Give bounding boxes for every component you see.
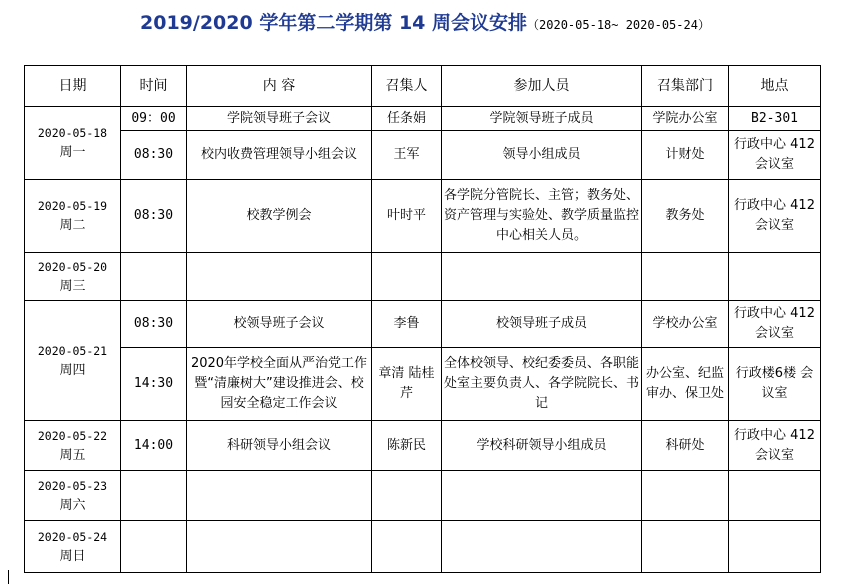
dept-cell: 办公室、纪监审办、保卫处	[642, 348, 729, 421]
location-cell: B2-301	[729, 107, 821, 131]
text-cursor	[8, 570, 9, 584]
date-cell	[25, 421, 121, 471]
table-row	[25, 348, 821, 421]
content-cell: 2020年学校全面从严治党工作暨“清廉树大”建设推进会、校园安全稳定工作会议	[187, 348, 372, 421]
content-cell: 校内收费管理领导小组会议	[187, 131, 372, 180]
date-text: 2020-05-18	[37, 126, 108, 140]
location-cell: 行政中心 412会议室	[729, 301, 821, 348]
title-main: 2019/2020 学年第二学期第 14 周会议安排	[140, 12, 528, 34]
time-cell: 08:30	[121, 180, 187, 253]
date-text: 2020-05-24	[37, 529, 108, 544]
table-row	[25, 421, 821, 471]
weekday-text: 周五	[59, 447, 86, 463]
content-cell: 校领导班子会议	[187, 301, 372, 348]
date-cell	[25, 107, 121, 180]
attendees-cell: 领导小组成员	[442, 131, 642, 180]
dept-cell: 学校办公室	[642, 301, 729, 348]
header-convener: 召集人	[372, 66, 442, 107]
convener-cell: 叶时平	[372, 180, 442, 253]
convener-cell: 李鲁	[372, 301, 442, 348]
location-cell: 行政中心 412会议室	[729, 180, 821, 253]
attendees-cell: 学院领导班子成员	[442, 107, 642, 131]
attendees-cell: 全体校领导、校纪委委员、各职能处室主要负责人、各学院院长、书记	[442, 348, 642, 421]
dept-cell: 教务处	[642, 180, 729, 253]
header-dept: 召集部门	[642, 66, 729, 107]
table-row	[25, 131, 821, 180]
date-text: 2020-05-22	[37, 428, 108, 443]
table-row	[25, 107, 821, 131]
convener-cell: 章清 陆桂芹	[372, 348, 442, 421]
attendees-cell: 学校科研领导小组成员	[442, 421, 642, 471]
date-cell	[25, 301, 121, 421]
time-cell: 08:30	[121, 301, 187, 348]
content-cell: 学院领导班子会议	[187, 107, 372, 131]
time-cell: 08:30	[121, 131, 187, 180]
time-cell: 14:30	[121, 348, 187, 421]
header-content: 内 容	[187, 66, 372, 107]
meeting-schedule-table	[24, 65, 821, 573]
convener-cell: 王军	[372, 131, 442, 180]
location-cell: 行政中心 412会议室	[729, 131, 821, 180]
date-cell	[25, 521, 121, 573]
convener-cell: 任条娟	[372, 107, 442, 131]
header-location: 地点	[729, 66, 821, 107]
location-cell: 行政楼6楼 会议室	[729, 348, 821, 421]
table-row	[25, 471, 821, 521]
dept-cell: 科研处	[642, 421, 729, 471]
table-row	[25, 301, 821, 348]
attendees-cell: 校领导班子成员	[442, 301, 642, 348]
date-cell	[25, 253, 121, 301]
location-cell: 行政中心 412会议室	[729, 421, 821, 471]
table-row	[25, 521, 821, 573]
attendees-cell: 各学院分管院长、主管；教务处、资产管理与实验处、教学质量监控中心相关人员。	[442, 180, 642, 253]
header-time: 时间	[121, 66, 187, 107]
date-text: 2020-05-21	[37, 343, 108, 358]
table-row	[25, 180, 821, 253]
content-cell: 校教学例会	[187, 180, 372, 253]
convener-cell: 陈新民	[372, 421, 442, 471]
header-row	[25, 66, 821, 107]
header-date: 日期	[25, 66, 121, 107]
weekday-text: 周六	[59, 497, 86, 513]
weekday-text: 周四	[59, 362, 86, 378]
date-text: 2020-05-20	[37, 259, 108, 274]
date-cell	[25, 471, 121, 521]
time-cell: 14:00	[121, 421, 187, 471]
weekday-text: 周一	[59, 145, 86, 160]
header-attendees: 参加人员	[442, 66, 642, 107]
date-text: 2020-05-19	[37, 199, 108, 213]
weekday-text: 周二	[59, 218, 86, 233]
document-title	[0, 8, 850, 35]
dept-cell: 计财处	[642, 131, 729, 180]
weekday-text: 周三	[59, 278, 86, 294]
weekday-text: 周日	[59, 548, 86, 564]
dept-cell: 学院办公室	[642, 107, 729, 131]
time-cell: 09：00	[121, 107, 187, 131]
date-text: 2020-05-23	[37, 478, 108, 493]
title-date-range: （2020-05-18~ 2020-05-24）	[527, 18, 710, 32]
date-cell	[25, 180, 121, 253]
table-row	[25, 253, 821, 301]
content-cell: 科研领导小组会议	[187, 421, 372, 471]
